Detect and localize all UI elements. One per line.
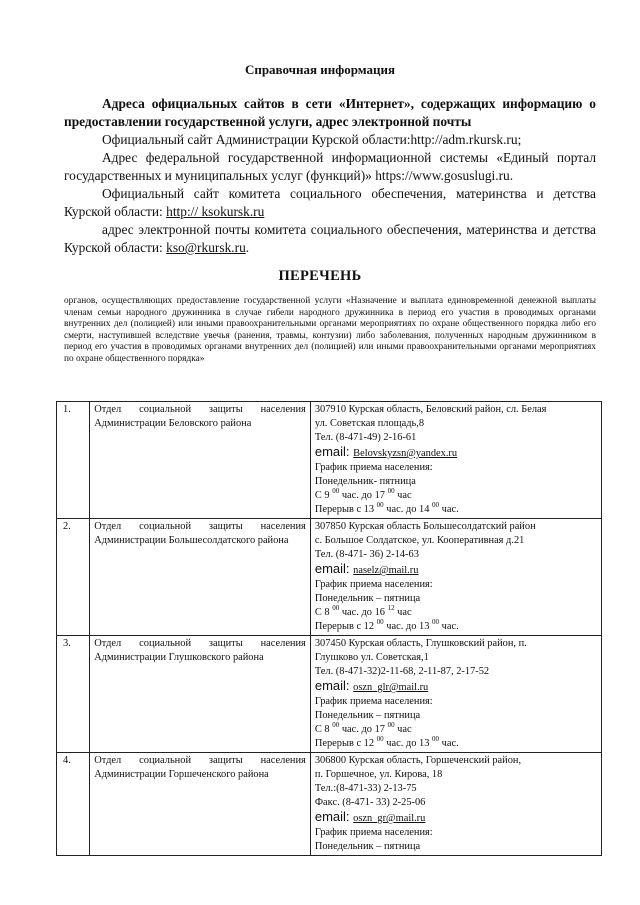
email-link[interactable]: oszn_gr@mail.ru: [353, 813, 426, 824]
fax: Факс. (8-471- 33) 2-25-06: [314, 797, 426, 808]
committee-email-suffix: .: [245, 240, 250, 255]
table-row: [57, 402, 602, 519]
schedule-days: Понедельник – пятница: [314, 841, 421, 852]
table-row: [57, 636, 602, 753]
address-line: Глушково ул. Советская,1: [314, 652, 429, 663]
schedule-hours: С 9 $^{00}$ час. до 17 $^{00}$ час: [314, 486, 412, 501]
office-name: Отдел социальной защиты населения Администрации Большесолдатского района: [90, 519, 311, 636]
office-contacts: [310, 402, 601, 519]
committee-site-link[interactable]: http:// ksokursk.ru: [166, 204, 265, 219]
table-row: [57, 753, 602, 856]
address-line: 306800 Курская область, Горшеченский район,: [314, 755, 522, 766]
email-line: [315, 445, 597, 461]
email-line: [315, 810, 597, 826]
email-label: email:: [314, 678, 350, 693]
address-line: 307910 Курская область, Беловский район, сл. Белая: [314, 404, 547, 415]
office-name: Отдел социальной защиты населения Администрации Горшеченского района: [90, 753, 311, 856]
phone: Тел. (8-471-49) 2-16-61: [314, 432, 417, 443]
committee-site-line: [64, 185, 596, 221]
committee-email-line: [64, 221, 596, 257]
phone: Тел. (8-471-32)2-11-68, 2-11-87, 2-17-52: [314, 666, 490, 677]
office-name: Отдел социальной защиты населения Администрации Беловского района: [90, 402, 311, 519]
admin-site-line: Официальный сайт Администрации Курской области:http://adm.rkursk.ru;: [102, 132, 522, 147]
schedule-break: Перерыв с 13 $^{00}$ час. до 14 $^{00}$ час.: [314, 500, 459, 515]
schedule-title: График приема населения:: [314, 579, 433, 590]
email-link[interactable]: naselz@mail.ru: [353, 565, 419, 576]
phone: Тел.:(8-471-33) 2-13-75: [314, 783, 417, 794]
office-contacts: [310, 636, 601, 753]
committee-email-link[interactable]: kso@rkursk.ru: [166, 240, 246, 255]
email-line: [315, 562, 597, 578]
email-label: email:: [314, 809, 350, 824]
page-title: Справочная информация: [244, 62, 396, 77]
schedule-hours: С 8 $^{00}$ час. до 17 $^{00}$ час: [314, 720, 412, 735]
row-number: 2.: [57, 519, 90, 636]
schedule-break: Перерыв с 12 $^{00}$ час. до 13 $^{00}$ час.: [314, 617, 459, 632]
committee-site-text: Официальный сайт комитета социального обеспечения, материнства и детства Курской области:: [64, 186, 596, 219]
office-contacts: [310, 753, 601, 856]
portal-line: Адрес федеральной государственной информационной системы «Единый портал государственных и муниципальных услуг (функций)» https://www.gosuslugi.ru.: [64, 150, 596, 183]
schedule-days: Понедельник – пятница: [314, 593, 421, 604]
address-line: 307450 Курская область, Глушковский район, п.: [314, 638, 527, 649]
table-row: [57, 519, 602, 636]
email-label: email:: [314, 561, 350, 576]
list-description: органов, осуществляющих предоставление государственной услуги «Назначение и выплата единовременной денежной выплаты членам семьи народного дружинника в случае гибели народного дружинника в период его участия в проводимых органами внутренних дел (полицией) или иными правоохранительными органами мероприятиях по охране общественного порядка либо его смерти, наступившей вследствие увечья (ранения, травмы, контузии) либо заболевания, полученных народным дружинником в период его участия в проводимых органами внутренних дел (полицией) или иными правоохранительными органами мероприятиях по охране общественного порядка»: [64, 296, 596, 364]
address-line: с. Большое Солдатское, ул. Кооперативная д.21: [314, 535, 525, 546]
email-line: [315, 679, 597, 695]
phone: Тел. (8-471- 36) 2-14-63: [314, 549, 419, 560]
office-name: Отдел социальной защиты населения Администрации Глушковского района: [90, 636, 311, 753]
email-link[interactable]: Belovskyzsn@yandex.ru: [353, 448, 458, 459]
office-contacts: [310, 519, 601, 636]
address-line: 307850 Курская область Большесолдатский район: [314, 521, 536, 532]
schedule-title: График приема населения:: [314, 462, 433, 473]
row-number: 1.: [57, 402, 90, 519]
row-number: 4.: [57, 753, 90, 856]
schedule-title: График приема населения:: [314, 827, 433, 838]
schedule-title: График приема населения:: [314, 696, 433, 707]
offices-table: [56, 401, 602, 856]
sites-heading: Адреса официальных сайтов в сети «Интернет», содержащих информацию о предоставлении государственной услуги, адрес электронной почты: [64, 96, 596, 129]
schedule-hours: С 8 $^{00}$ час. до 16 $^{12}$ час: [314, 603, 412, 618]
schedule-days: Понедельник – пятница: [314, 710, 421, 721]
email-link[interactable]: oszn_glr@mail.ru: [353, 682, 429, 693]
schedule-days: Понедельник- пятница: [314, 476, 416, 487]
address-line: п. Горшечное, ул. Кирова, 18: [314, 769, 443, 780]
email-label: email:: [314, 444, 350, 459]
row-number: 3.: [57, 636, 90, 753]
address-line: ул. Советская площадь,8: [314, 418, 425, 429]
committee-email-text: адрес электронной почты комитета социального обеспечения, материнства и детства Курской области:: [64, 222, 596, 255]
list-title: ПЕРЕЧЕНЬ: [278, 268, 362, 284]
schedule-break: Перерыв с 12 $^{00}$ час. до 13 $^{00}$ час.: [314, 734, 459, 749]
